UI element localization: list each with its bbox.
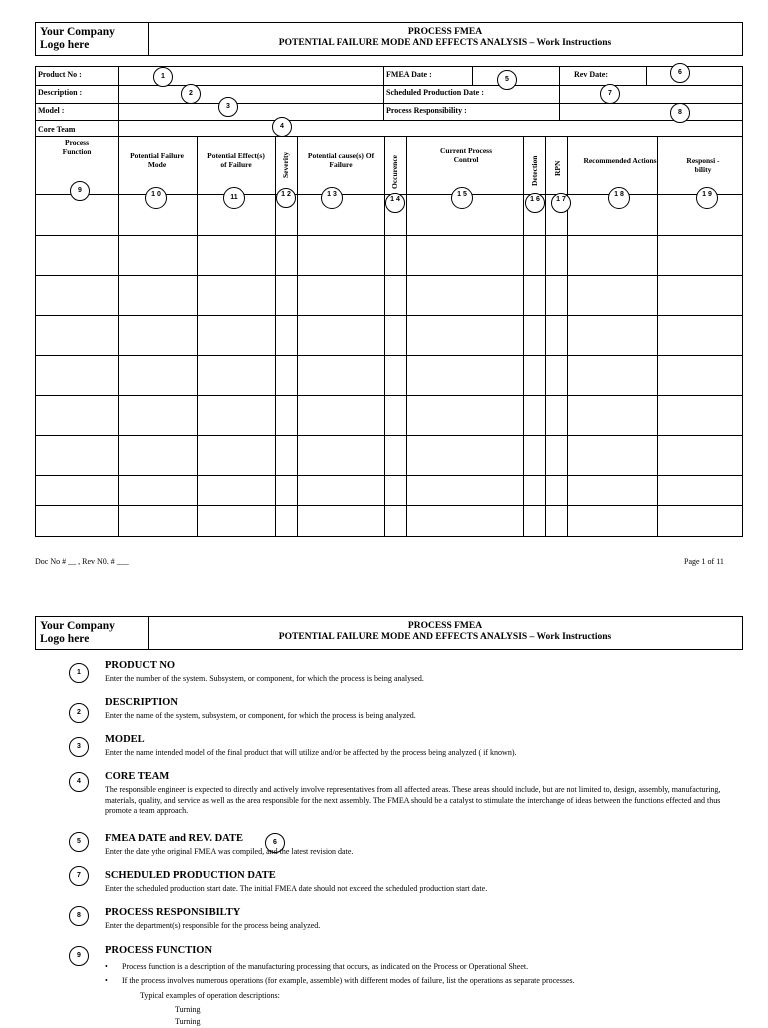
- col-severity: Severity: [281, 151, 290, 178]
- bullet-icon: •: [105, 976, 108, 985]
- core-team-label: Core Team: [38, 125, 76, 134]
- process-responsibility-label: Process Responsibility :: [386, 106, 467, 115]
- marker-8: 8: [670, 103, 690, 123]
- instruction-marker-6: 6: [265, 833, 285, 853]
- marker-16: 1 6: [525, 193, 545, 213]
- instruction-desc-model: Enter the name intended model of the final product that will utilize and/or be affected by the process being analyzed ( if known).: [105, 748, 517, 757]
- marker-7: 7: [600, 84, 620, 104]
- instruction-title-process-responsibility: PROCESS RESPONSIBILTY: [105, 907, 241, 918]
- marker-9: 9: [70, 181, 90, 201]
- instruction-title-fmea-date: FMEA DATE and REV. DATE: [105, 833, 243, 844]
- marker-3: 3: [218, 97, 238, 117]
- document-title-2: PROCESS FMEA POTENTIAL FAILURE MODE AND EFFECTS ANALYSIS – Work Instructions: [278, 621, 612, 642]
- instruction-bullet-2: • If the process involves numerous operations (for example, assemble) with different modes of failure, list the operations as separate processes.: [105, 976, 575, 985]
- company-logo-placeholder: Your Company Logo here: [40, 26, 115, 51]
- marker-6: 6: [670, 63, 690, 83]
- instruction-title-product-no: PRODUCT NO: [105, 660, 176, 671]
- marker-5: 5: [497, 70, 517, 90]
- col-detection: Detection: [530, 155, 539, 186]
- col-current-process-control: Current Process Control: [439, 146, 492, 164]
- marker-1: 1: [153, 67, 173, 87]
- instruction-marker-2: 2: [69, 703, 89, 723]
- instruction-desc-product-no: Enter the number of the system. Subsystem, or component, for which the process is being analysed.: [105, 674, 424, 683]
- instruction-bullet-1: • Process function is a description of the manufacturing processing that occurs, as indicated on the Process or Operational Sheet.: [105, 962, 529, 971]
- scheduled-production-date-label: Scheduled Production Date :: [386, 88, 484, 97]
- marker-18: 1 8: [608, 187, 630, 209]
- company-logo-placeholder-2: Your Company Logo here: [40, 620, 115, 645]
- instruction-title-scheduled-production-date: SCHEDULED PRODUCTION DATE: [105, 870, 276, 881]
- description-label: Description :: [38, 88, 83, 97]
- page2-header: [35, 616, 743, 650]
- instruction-marker-4: 4: [69, 772, 89, 792]
- marker-13: 1 3: [321, 187, 343, 209]
- col-recommended-actions-text: Recommended Actions: [583, 156, 657, 165]
- instruction-marker-1: 1: [69, 663, 89, 683]
- instruction-examples-intro: Typical examples of operation descriptions:: [140, 991, 280, 1000]
- instruction-desc-scheduled-production-date: Enter the scheduled production start date. The initial FMEA date should not exceed the scheduled production start date.: [105, 884, 488, 893]
- instruction-desc-description: Enter the name of the system, subsystem, or component, for which the process is being analyzed.: [105, 711, 416, 720]
- col-potential-failure-mode: Potential Failure Mode: [130, 151, 184, 169]
- instruction-marker-5: 5: [69, 832, 89, 852]
- marker-12: 1 2: [276, 188, 296, 208]
- col-occurence: Occurence: [390, 154, 399, 189]
- product-no-label: Product No :: [38, 70, 82, 79]
- instruction-desc-process-responsibility: Enter the department(s) responsible for the process being analyzed.: [105, 921, 321, 930]
- col-process-function: Process Function: [62, 138, 92, 156]
- marker-10: 1 0: [145, 187, 167, 209]
- instruction-example-1: Turning: [175, 1005, 201, 1014]
- marker-2: 2: [181, 84, 201, 104]
- col-rpn: RPN: [553, 160, 562, 176]
- col-responsibility: Responsi -bility: [686, 156, 720, 174]
- model-label: Model :: [38, 106, 65, 115]
- marker-17: 1 7: [551, 193, 571, 213]
- page-number: Page 1 of 11: [684, 557, 724, 566]
- instruction-title-core-team: CORE TEAM: [105, 771, 170, 782]
- instruction-desc-fmea-date: Enter the date ythe original FMEA was compiled, and the latest revision date.: [105, 847, 354, 856]
- marker-15: 1 5: [451, 187, 473, 209]
- doc-number: Doc No # __ , Rev N0. # ___: [35, 557, 129, 566]
- page1-header: [35, 22, 743, 56]
- instruction-title-model: MODEL: [105, 734, 145, 745]
- instruction-marker-9: 9: [69, 946, 89, 966]
- col-potential-effects: Potential Effect(s) of Failure: [207, 151, 265, 169]
- marker-19: 1 9: [696, 187, 718, 209]
- bullet-icon: •: [105, 962, 108, 971]
- fmea-date-label: FMEA Date :: [386, 70, 432, 79]
- rev-date-label: Rev Date:: [574, 70, 608, 79]
- marker-11: 11: [223, 187, 245, 209]
- instruction-marker-7: 7: [69, 866, 89, 886]
- instruction-marker-3: 3: [69, 737, 89, 757]
- instruction-title-process-function: PROCESS FUNCTION: [105, 945, 213, 956]
- instruction-marker-8: 8: [69, 906, 89, 926]
- marker-4: 4: [272, 117, 292, 137]
- marker-14: 1 4: [385, 193, 405, 213]
- instruction-example-2: Turning: [175, 1017, 201, 1026]
- col-potential-causes: Potential cause(s) Of Failure: [307, 151, 375, 169]
- instruction-title-description: DESCRIPTION: [105, 697, 178, 708]
- document-title: PROCESS FMEA POTENTIAL FAILURE MODE AND EFFECTS ANALYSIS – Work Instructions: [278, 27, 612, 48]
- instruction-desc-core-team: The responsible engineer is expected to directly and actively involve representatives from all affected areas. These areas should include, but are not limited to, design, assembly, manufacturing, materials, quality, and service as well as the area responsible for the next assembly. The FMEA should be a catalyst to stimulate the interchange of ideas between the functions effected and thus promote a team approach.: [105, 785, 721, 815]
